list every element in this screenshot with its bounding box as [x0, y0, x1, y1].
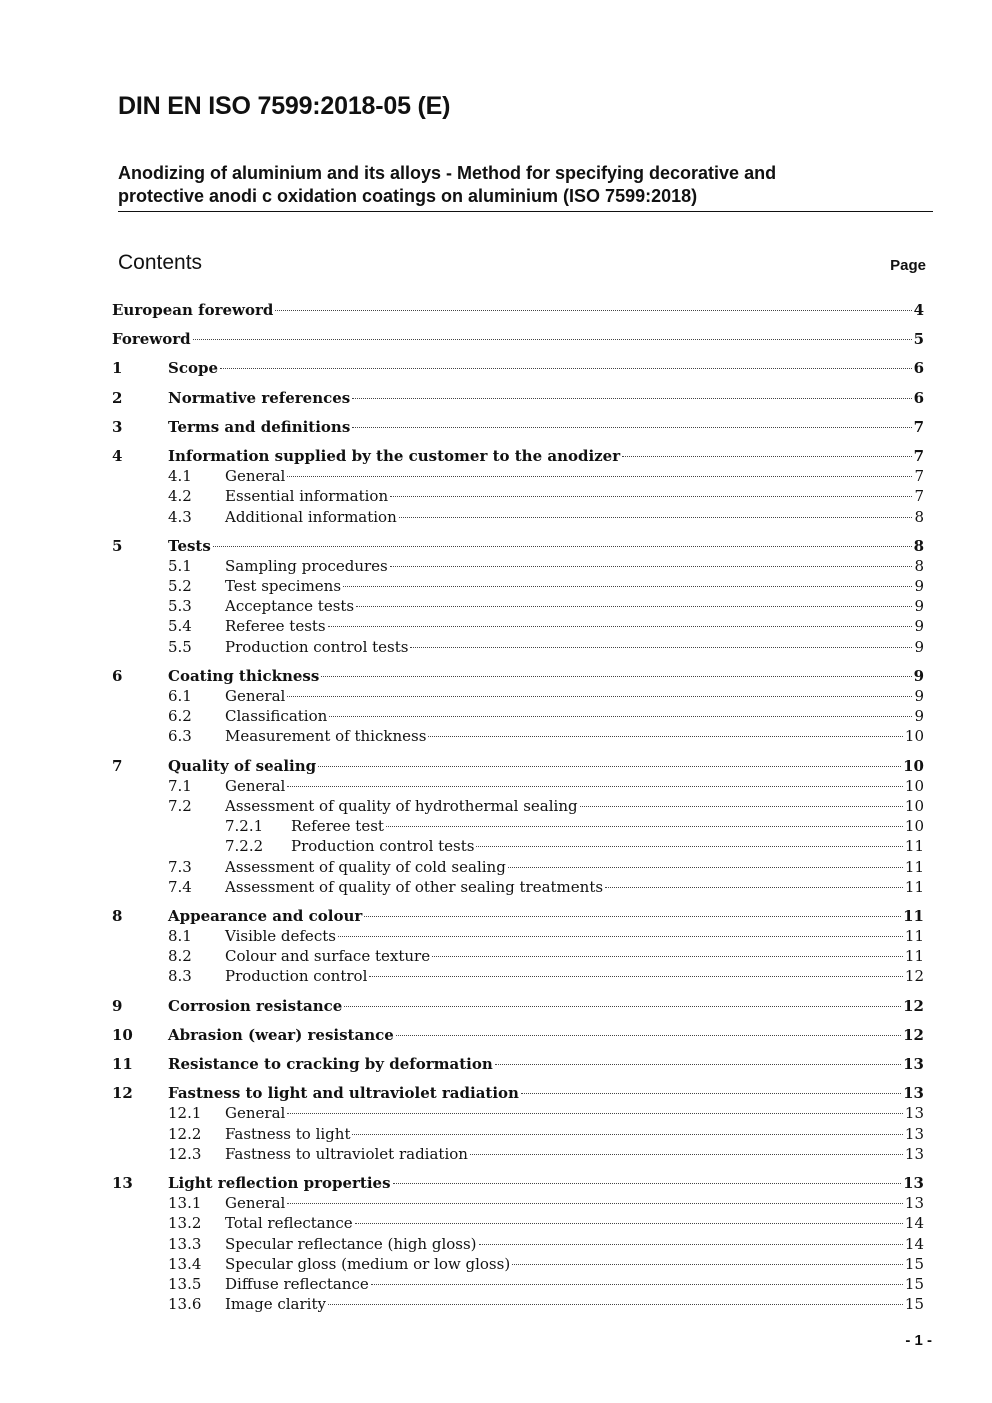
toc-entry-line — [112, 300, 924, 320]
dot-leader — [364, 916, 901, 917]
toc-entry-line — [225, 946, 924, 966]
toc-entry-page: 11 — [903, 906, 924, 925]
subtitle-line-2: protective anodi c oxidation coatings on aluminium (ISO 7599:2018) — [118, 186, 698, 206]
toc-entry-title: Total reflectance — [225, 1214, 353, 1233]
dot-leader — [213, 546, 912, 547]
toc-entry-line — [291, 816, 924, 836]
toc-entry[interactable] — [112, 1054, 924, 1074]
page-column-heading: Page — [890, 257, 926, 274]
toc-entry-number: 13.6 — [168, 1295, 202, 1314]
toc-entry-line — [225, 556, 924, 576]
toc-entry-title: Assessment of quality of cold sealing — [225, 857, 506, 876]
toc-entry[interactable] — [112, 1193, 924, 1213]
toc-entry-page: 7 — [914, 487, 924, 506]
subtitle-line-1: Anodizing of aluminium and its alloys - Method for specifying decorative and — [118, 163, 777, 183]
toc-entry-title: Quality of sealing — [168, 756, 317, 775]
toc-entry-page: 12 — [903, 1025, 924, 1044]
toc-entry-title: Production control tests — [225, 637, 409, 656]
toc-entry-page: 10 — [904, 727, 924, 746]
toc-entry-page: 13 — [904, 1104, 924, 1123]
toc-entry-title: Corrosion resistance — [168, 996, 343, 1015]
dot-leader — [352, 1134, 902, 1135]
toc-entry-title: Scope — [168, 359, 219, 378]
toc-entry-line — [225, 686, 924, 706]
dot-leader — [343, 586, 912, 587]
toc-entry-page: 10 — [904, 776, 924, 795]
dot-leader — [344, 1006, 901, 1007]
toc-entry-line — [225, 1103, 924, 1123]
dot-leader — [328, 626, 913, 627]
dot-leader — [508, 867, 903, 868]
toc-entry-title: General — [225, 1194, 286, 1213]
toc-entry-page: 5 — [913, 330, 924, 349]
toc-entry[interactable] — [112, 329, 924, 349]
toc-entry-number: 7.3 — [168, 857, 192, 876]
toc-entry-line — [168, 1173, 924, 1193]
toc-entry-number: 5.3 — [168, 597, 192, 616]
dot-leader — [479, 1244, 903, 1245]
dot-leader — [390, 566, 913, 567]
toc-entry-page: 9 — [914, 707, 924, 726]
dot-leader — [521, 1093, 901, 1094]
toc-entry-number: 9 — [112, 996, 123, 1015]
toc-entry-page: 15 — [904, 1295, 924, 1314]
toc-entry-number: 5.5 — [168, 637, 192, 656]
toc-entry-page: 11 — [904, 947, 924, 966]
toc-entry-page: 12 — [904, 967, 924, 986]
toc-entry-page: 6 — [913, 359, 924, 378]
toc-entry-page: 11 — [904, 927, 924, 946]
dot-leader — [495, 1064, 901, 1065]
toc-entry[interactable] — [112, 706, 924, 726]
toc-entry-title: Terms and definitions — [168, 417, 351, 436]
toc-entry-number: 5.1 — [168, 556, 192, 575]
toc-entry-title: Diffuse reflectance — [225, 1274, 369, 1293]
toc-entry-page: 15 — [904, 1274, 924, 1293]
toc-entry[interactable] — [112, 906, 924, 926]
toc-entry-line — [291, 836, 924, 856]
toc-entry-title: Assessment of quality of hydrothermal sealing — [225, 796, 578, 815]
toc-entry-page: 9 — [913, 666, 924, 685]
toc-entry[interactable] — [112, 596, 924, 616]
toc-entry[interactable] — [112, 358, 924, 378]
toc-entry-page: 12 — [903, 996, 924, 1015]
toc-entry-line — [225, 596, 924, 616]
dot-leader — [386, 826, 903, 827]
toc-entry-line — [225, 776, 924, 796]
toc-entry-number: 11 — [112, 1055, 133, 1073]
toc-entry[interactable] — [112, 1274, 924, 1294]
toc-entry-number: 3 — [112, 417, 123, 436]
toc-entry[interactable] — [112, 576, 924, 596]
toc-entry-page: 10 — [903, 756, 924, 775]
toc-entry-page: 4 — [913, 301, 924, 319]
toc-entry-line — [168, 756, 924, 776]
toc-entry-title: Coating thickness — [168, 666, 320, 685]
toc-entry[interactable] — [112, 556, 924, 576]
toc-entry[interactable] — [112, 616, 924, 636]
toc-entry[interactable] — [112, 417, 924, 437]
toc-entry-line — [168, 536, 924, 556]
toc-entry-title: Measurement of thickness — [225, 727, 427, 746]
toc-entry-line — [168, 1025, 924, 1045]
contents-heading: Contents — [118, 251, 203, 274]
toc-entry-line — [225, 616, 924, 636]
toc-entry-title: Production control tests — [291, 837, 475, 856]
document-id: DIN EN ISO 7599:2018-05 (E) — [118, 92, 451, 120]
toc-entry-page: 7 — [913, 446, 924, 465]
toc-entry-line — [225, 466, 924, 486]
toc-entry[interactable] — [112, 388, 924, 408]
toc-entry-number: 5 — [112, 536, 123, 555]
dot-leader — [352, 427, 911, 428]
toc-entry-line — [168, 906, 924, 926]
toc-entry-number: 12 — [112, 1084, 133, 1103]
toc-entry-line — [225, 1294, 924, 1314]
dot-leader — [328, 1304, 903, 1305]
dot-leader — [432, 956, 903, 957]
toc-entry-number: 7.1 — [168, 776, 192, 795]
toc-entry[interactable] — [112, 446, 924, 466]
toc-entry-title: Tests — [168, 536, 211, 555]
toc-entry-page: 8 — [913, 536, 924, 555]
toc-entry-title: Fastness to light and ultraviolet radiation — [168, 1084, 519, 1103]
dot-leader — [287, 696, 912, 697]
toc-entry-title: Appearance and colour — [168, 906, 363, 925]
subtitle-rule — [118, 211, 933, 212]
toc-entry-number: 8 — [112, 906, 123, 925]
toc-entry[interactable] — [112, 836, 924, 856]
toc-entry-title: Referee tests — [225, 617, 326, 636]
toc-entry-page: 8 — [914, 507, 924, 526]
toc-entry-page: 14 — [904, 1234, 924, 1253]
toc-entry-title: Visible defects — [225, 927, 336, 946]
toc-entry-number: 7.2.1 — [225, 817, 264, 836]
toc-entry-title: Additional information — [225, 507, 397, 526]
dot-leader — [275, 310, 911, 311]
dot-leader — [287, 786, 903, 787]
toc-entry-number: 12.1 — [168, 1104, 202, 1123]
dot-leader — [410, 647, 912, 648]
dot-leader — [622, 456, 911, 457]
dot-leader — [393, 1183, 902, 1184]
toc-entry-line — [225, 726, 924, 746]
toc-entry-page: 9 — [914, 687, 924, 705]
toc-entry-line — [225, 926, 924, 946]
dot-leader — [287, 1113, 903, 1114]
dot-leader — [338, 936, 903, 937]
toc-entry-line — [168, 996, 924, 1016]
toc-entry-line — [225, 637, 924, 657]
toc-entry-number: 6.1 — [168, 687, 192, 705]
toc-entry[interactable] — [112, 946, 924, 966]
dot-leader — [355, 1223, 903, 1224]
toc-entry-number: 8.1 — [168, 927, 192, 946]
toc-entry-title: Resistance to cracking by deformation — [168, 1055, 493, 1073]
toc-entry-line — [168, 388, 924, 408]
toc-entry-line — [225, 1144, 924, 1164]
toc-entry-title: General — [225, 467, 286, 486]
toc-entry[interactable] — [112, 726, 924, 746]
toc-entry-title: Sampling procedures — [225, 556, 388, 575]
toc-entry-page: 13 — [904, 1144, 924, 1163]
toc-entry-line — [225, 1124, 924, 1144]
toc-entry-number: 7 — [112, 756, 123, 775]
toc-entry[interactable] — [112, 996, 924, 1016]
page-number-footer: - 1 - — [905, 1332, 932, 1349]
dot-leader — [287, 476, 912, 477]
dot-leader — [371, 1284, 903, 1285]
dot-leader — [193, 339, 912, 340]
toc-entry-title: Colour and surface texture — [225, 947, 431, 966]
toc-entry-line — [168, 358, 924, 378]
toc-entry[interactable] — [112, 966, 924, 986]
toc-entry-title: Referee test — [291, 817, 384, 836]
toc-entry[interactable] — [112, 466, 924, 486]
table-of-contents — [112, 300, 924, 1314]
dot-leader — [318, 766, 901, 767]
toc-entry-line — [225, 1213, 924, 1233]
document-subtitle — [118, 162, 933, 208]
toc-entry-number: 4.2 — [168, 487, 192, 506]
toc-entry-number: 4 — [112, 446, 123, 465]
toc-entry-number: 13.3 — [168, 1234, 202, 1253]
toc-entry-line — [168, 446, 924, 466]
toc-entry-page: 13 — [904, 1124, 924, 1143]
toc-entry-page: 10 — [904, 796, 924, 815]
toc-entry-title: General — [225, 1104, 286, 1123]
dot-leader — [287, 1203, 903, 1204]
toc-entry-page: 9 — [914, 577, 924, 596]
dot-leader — [428, 736, 903, 737]
toc-entry-line — [225, 576, 924, 596]
toc-entry-number: 4.1 — [168, 467, 192, 486]
toc-entry-line — [225, 857, 924, 877]
toc-entry-page: 11 — [904, 857, 924, 876]
toc-entry-number: 8.2 — [168, 947, 192, 966]
toc-entry[interactable] — [112, 666, 924, 686]
dot-leader — [396, 1035, 901, 1036]
toc-entry-number: 13 — [112, 1173, 133, 1192]
toc-entry-number: 1 — [112, 359, 123, 378]
toc-entry-page: 7 — [914, 467, 924, 486]
toc-entry-title: Fastness to light — [225, 1124, 351, 1143]
toc-entry[interactable] — [112, 1025, 924, 1045]
toc-entry-page: 6 — [913, 388, 924, 407]
toc-entry-title: Assessment of quality of other sealing treatments — [225, 877, 604, 896]
toc-entry[interactable] — [112, 1213, 924, 1233]
toc-entry-title: Fastness to ultraviolet radiation — [225, 1144, 468, 1163]
dot-leader — [321, 676, 911, 677]
toc-entry[interactable] — [112, 686, 924, 706]
toc-entry-line — [225, 1234, 924, 1254]
toc-entry-title: Test specimens — [225, 577, 342, 596]
toc-entry-title: Foreword — [112, 330, 191, 349]
toc-entry-title: Acceptance tests — [225, 597, 355, 616]
dot-leader — [329, 716, 912, 717]
toc-entry-page: 11 — [904, 837, 924, 856]
toc-entry-page: 8 — [914, 556, 924, 575]
toc-entry-number: 13.2 — [168, 1214, 202, 1233]
toc-entry[interactable] — [112, 486, 924, 506]
toc-entry-title: Information supplied by the customer to the anodizer — [168, 446, 621, 465]
toc-entry-number: 7.4 — [168, 877, 192, 896]
toc-entry-title: Specular reflectance (high gloss) — [225, 1234, 477, 1253]
toc-entry[interactable] — [112, 1144, 924, 1164]
dot-leader — [352, 398, 911, 399]
toc-entry-number: 2 — [112, 388, 123, 407]
toc-entry-line — [225, 507, 924, 527]
toc-entry-line — [225, 1193, 924, 1213]
toc-entry-title: European foreword — [112, 301, 274, 319]
dot-leader — [605, 887, 903, 888]
dot-leader — [512, 1264, 903, 1265]
toc-entry-page: 11 — [904, 877, 924, 896]
toc-entry-number: 13.4 — [168, 1254, 202, 1273]
toc-entry-number: 13.1 — [168, 1194, 202, 1213]
toc-entry-page: 9 — [914, 617, 924, 636]
toc-entry[interactable] — [112, 756, 924, 776]
toc-entry-page: 13 — [903, 1173, 924, 1192]
toc-entry-line — [225, 966, 924, 986]
toc-entry-number: 7.2.2 — [225, 837, 264, 856]
toc-entry[interactable] — [112, 877, 924, 897]
toc-entry-line — [168, 666, 924, 686]
toc-entry[interactable] — [112, 816, 924, 836]
dot-leader — [470, 1154, 903, 1155]
toc-entry[interactable] — [112, 857, 924, 877]
toc-entry-number: 6 — [112, 666, 123, 685]
toc-entry-title: Light reflection properties — [168, 1173, 391, 1192]
toc-entry[interactable] — [112, 507, 924, 527]
toc-entry-title: Specular gloss (medium or low gloss) — [225, 1254, 511, 1273]
toc-entry[interactable] — [112, 776, 924, 796]
toc-entry-number: 7.2 — [168, 796, 192, 815]
toc-entry-line — [225, 706, 924, 726]
toc-entry-line — [225, 1254, 924, 1274]
toc-entry-title: Normative references — [168, 388, 351, 407]
toc-entry-page: 9 — [914, 597, 924, 616]
toc-entry-page: 13 — [903, 1084, 924, 1103]
toc-entry-number: 6.3 — [168, 727, 192, 746]
toc-entry-page: 13 — [904, 1194, 924, 1213]
dot-leader — [399, 517, 913, 518]
toc-entry-line — [225, 1274, 924, 1294]
toc-entry[interactable] — [112, 1294, 924, 1314]
toc-entry-title: Image clarity — [225, 1295, 326, 1314]
toc-entry[interactable] — [112, 1254, 924, 1274]
dot-leader — [356, 606, 912, 607]
toc-entry[interactable] — [112, 1083, 924, 1103]
dot-leader — [220, 368, 912, 369]
toc-entry-line — [225, 796, 924, 816]
toc-entry-title: Abrasion (wear) resistance — [168, 1025, 394, 1044]
toc-entry-number: 12.2 — [168, 1124, 202, 1143]
toc-entry[interactable] — [112, 1234, 924, 1254]
toc-entry-title: Classification — [225, 707, 328, 726]
toc-entry[interactable] — [112, 796, 924, 816]
toc-entry-line — [168, 1083, 924, 1103]
toc-entry-page: 9 — [914, 637, 924, 656]
dot-leader — [580, 806, 903, 807]
toc-entry-line — [225, 877, 924, 897]
toc-entry[interactable] — [112, 536, 924, 556]
toc-entry-page: 10 — [904, 817, 924, 836]
toc-entry-line — [225, 486, 924, 506]
toc-entry-title: General — [225, 687, 286, 705]
toc-entry-number: 5.4 — [168, 617, 192, 636]
dot-leader — [476, 846, 902, 847]
toc-entry-title: General — [225, 776, 286, 795]
toc-entry-page: 13 — [903, 1055, 924, 1073]
toc-entry-line — [168, 417, 924, 437]
toc-entry-number: 4.3 — [168, 507, 192, 526]
toc-entry-page: 15 — [904, 1254, 924, 1273]
toc-entry-number: 13.5 — [168, 1274, 202, 1293]
toc-entry[interactable] — [112, 1103, 924, 1123]
dot-leader — [369, 976, 903, 977]
toc-entry-title: Production control — [225, 967, 368, 986]
toc-entry[interactable] — [112, 637, 924, 657]
toc-entry[interactable] — [112, 1173, 924, 1193]
toc-entry[interactable] — [112, 926, 924, 946]
toc-entry-number: 5.2 — [168, 577, 192, 596]
toc-entry-title: Essential information — [225, 487, 389, 506]
toc-entry-line — [112, 329, 924, 349]
toc-entry[interactable] — [112, 300, 924, 320]
toc-entry[interactable] — [112, 1124, 924, 1144]
dot-leader — [390, 496, 912, 497]
toc-entry-page: 14 — [904, 1214, 924, 1233]
toc-entry-number: 6.2 — [168, 707, 192, 726]
toc-entry-number: 12.3 — [168, 1144, 202, 1163]
toc-entry-number: 10 — [112, 1025, 133, 1044]
toc-entry-page: 7 — [913, 417, 924, 436]
toc-entry-line — [168, 1054, 924, 1074]
toc-entry-number: 8.3 — [168, 967, 192, 986]
